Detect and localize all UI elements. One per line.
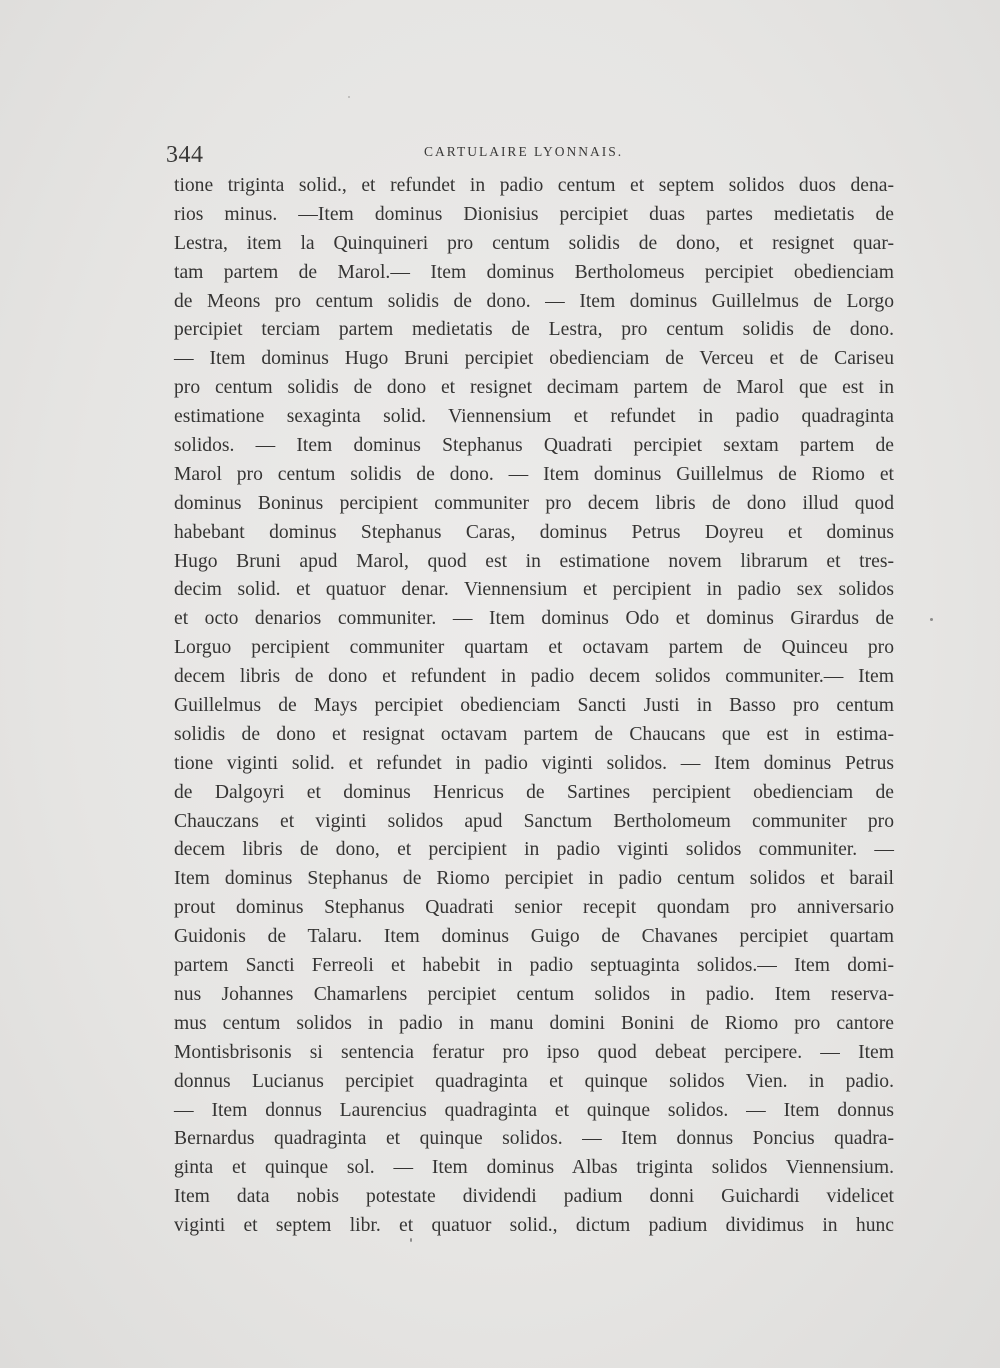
- text-line: Marol pro centum solidis de dono. — Item dominus Guillelmus de Riomo et: [174, 463, 894, 485]
- text-line: Lorguo percipient communiter quartam et octavam partem de Quinceu pro: [174, 637, 894, 659]
- text-line: decem libris de dono et refundent in padio decem solidos communiter.— Item: [174, 666, 894, 688]
- text-line: solidis de dono et resignat octavam partem de Chaucans que est in estima-: [174, 723, 894, 745]
- page-number: 344: [166, 142, 204, 168]
- text-line: percipiet terciam partem medietatis de Lestra, pro centum solidis de dono.: [174, 319, 894, 341]
- text-line: — Item dominus Hugo Bruni percipiet obedienciam de Verceu et de Cariseu: [174, 348, 894, 370]
- text-line: viginti et septem libr. et quatuor solid., dictum padium dividimus in hunc: [174, 1215, 894, 1237]
- text-line: tione viginti solid. et refundet in padio viginti solidos. — Item dominus Petrus: [174, 752, 894, 774]
- text-line: solidos. — Item dominus Stephanus Quadrati percipiet sextam partem de: [174, 435, 894, 457]
- text-line: estimatione sexaginta solid. Viennensium et refundet in padio quadraginta: [174, 406, 894, 428]
- text-line: Hugo Bruni apud Marol, quod est in estimatione novem librarum et tres-: [174, 550, 894, 572]
- text-line: — Item donnus Laurencius quadraginta et quinque solidos. — Item donnus: [174, 1099, 894, 1121]
- text-line: Montisbrisonis si sentencia feratur pro ipso quod debeat percipere. — Item: [174, 1041, 894, 1063]
- text-line: nus Johannes Chamarlens percipiet centum solidos in padio. Item reserva-: [174, 983, 894, 1005]
- text-line: Chauczans et viginti solidos apud Sanctum Bertholomeum communiter pro: [174, 810, 894, 832]
- text-line: Bernardus quadraginta et quinque solidos. — Item donnus Poncius quadra-: [174, 1128, 894, 1150]
- paper-speck: [410, 1238, 412, 1242]
- text-line: decem libris de dono, et percipient in padio viginti solidos communiter. —: [174, 839, 894, 861]
- paper-speck: [348, 96, 350, 98]
- text-line: tione triginta solid., et refundet in padio centum et septem solidos duos dena-: [174, 175, 894, 196]
- paper-speck: [930, 618, 933, 621]
- text-line: tam partem de Marol.— Item dominus Bertholomeus percipiet obedienciam: [174, 261, 894, 283]
- body-text: [174, 172, 894, 1241]
- page-header: [166, 138, 890, 172]
- text-line: partem Sancti Ferreoli et habebit in padio septuaginta solidos.— Item domi-: [174, 955, 894, 977]
- text-line: de Dalgoyri et dominus Henricus de Sartines percipient obedienciam de: [174, 781, 894, 803]
- text-line: rios minus. —Item dominus Dionisius percipiet duas partes medietatis de: [174, 203, 894, 225]
- text-line: ginta et quinque sol. — Item dominus Albas triginta solidos Viennensium.: [174, 1157, 894, 1179]
- text-line: Guillelmus de Mays percipiet obedienciam Sancti Justi in Basso pro centum: [174, 695, 894, 717]
- text-line: Guidonis de Talaru. Item dominus Guigo de Chavanes percipiet quartam: [174, 926, 894, 948]
- text-line: dominus Boninus percipient communiter pro decem libris de dono illud quod: [174, 492, 894, 514]
- text-line: mus centum solidos in padio in manu domini Bonini de Riomo pro cantore: [174, 1012, 894, 1034]
- text-line: et octo denarios communiter. — Item dominus Odo et dominus Girardus de: [174, 608, 894, 630]
- text-line: decim solid. et quatuor denar. Viennensium et percipient in padio sex solidos: [174, 579, 894, 601]
- text-line: de Meons pro centum solidis de dono. — Item dominus Guillelmus de Lorgo: [174, 290, 894, 312]
- text-line: Item data nobis potestate dividendi padium donni Guichardi videlicet: [174, 1186, 894, 1208]
- text-line: Lestra, item la Quinquineri pro centum solidis de dono, et resignet quar-: [174, 232, 894, 254]
- text-line: donnus Lucianus percipiet quadraginta et quinque solidos Vien. in padio.: [174, 1070, 894, 1092]
- text-line: pro centum solidis de dono et resignet decimam partem de Marol que est in: [174, 377, 894, 399]
- running-title: CARTULAIRE LYONNAIS.: [424, 144, 624, 159]
- text-line: Item dominus Stephanus de Riomo percipiet in padio centum solidos et barail: [174, 868, 894, 890]
- text-line: prout dominus Stephanus Quadrati senior recepit quondam pro anniversario: [174, 897, 894, 919]
- text-line: habebant dominus Stephanus Caras, dominus Petrus Doyreu et dominus: [174, 521, 894, 543]
